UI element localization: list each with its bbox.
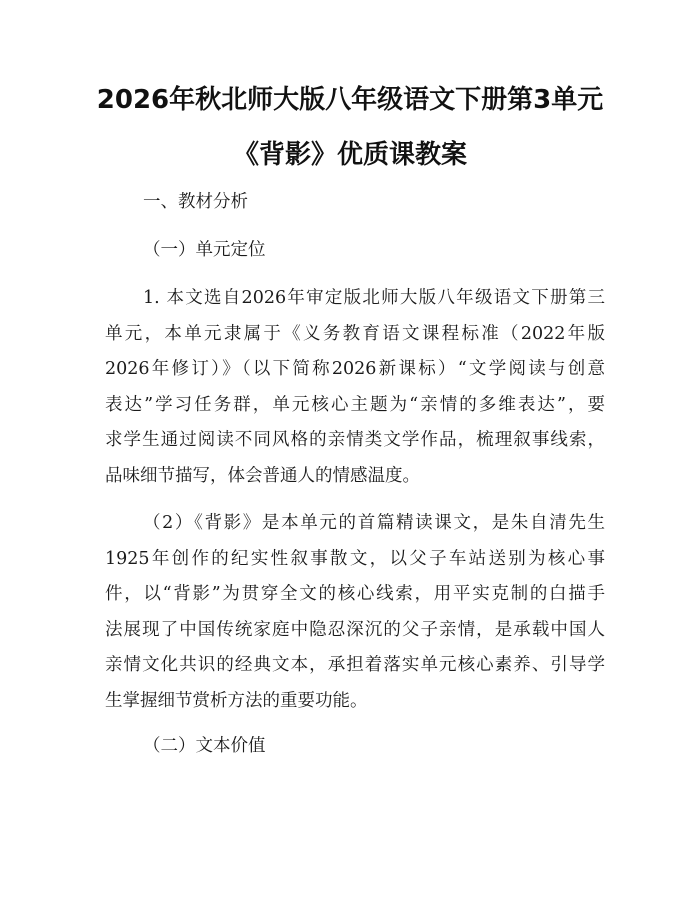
- paragraph-line: 1925年创作的纪实性叙事散文，以父子车站送别为核心事: [105, 548, 605, 569]
- paragraph-line: 亲情文化共识的经典文本，承担着落实单元核心素养、引导学: [105, 655, 605, 675]
- paragraph-line: 件，以“背影”为贯穿全文的核心线索，用平实克制的白描手: [105, 584, 605, 604]
- document-title-line-1: 2026年秋北师大版八年级语文下册第3单元: [96, 85, 604, 115]
- section-heading-teaching-material-analysis: 一、教材分析: [143, 192, 248, 212]
- paragraph-line: 表达”学习任务群，单元核心主题为“亲情的多维表达”，要: [105, 394, 605, 415]
- paragraph-line: 单元，本单元隶属于《义务教育语文课程标准（2022年版: [105, 323, 605, 344]
- paragraph-line: 1. 本文选自2026年审定版北师大版八年级语文下册第三: [143, 288, 605, 308]
- paragraph-line: 求学生通过阅读不同风格的亲情类文学作品，梳理叙事线索，: [105, 430, 605, 450]
- paragraph-line: 2026年修订）》（以下简称2026新课标）“文学阅读与创意: [105, 359, 605, 379]
- paragraph-line: 法展现了中国传统家庭中隐忍深沉的父子亲情，是承载中国人: [105, 619, 605, 640]
- paragraph-unit-positioning: [105, 286, 605, 499]
- subsection-heading-unit-positioning: （一）单元定位: [143, 240, 266, 260]
- paragraph-line: （2）《背影》是本单元的首篇精读课文，是朱自清先生: [143, 513, 605, 533]
- subsection-heading-text-value: （二）文本价值: [143, 736, 266, 756]
- document-title-line-2: 《背影》优质课教案: [232, 140, 467, 170]
- paragraph-text-role: [105, 511, 605, 724]
- paragraph-line: 生掌握细节赏析方法的重要功能。: [105, 690, 368, 711]
- paragraph-line: 品味细节描写，体会普通人的情感温度。: [105, 465, 420, 486]
